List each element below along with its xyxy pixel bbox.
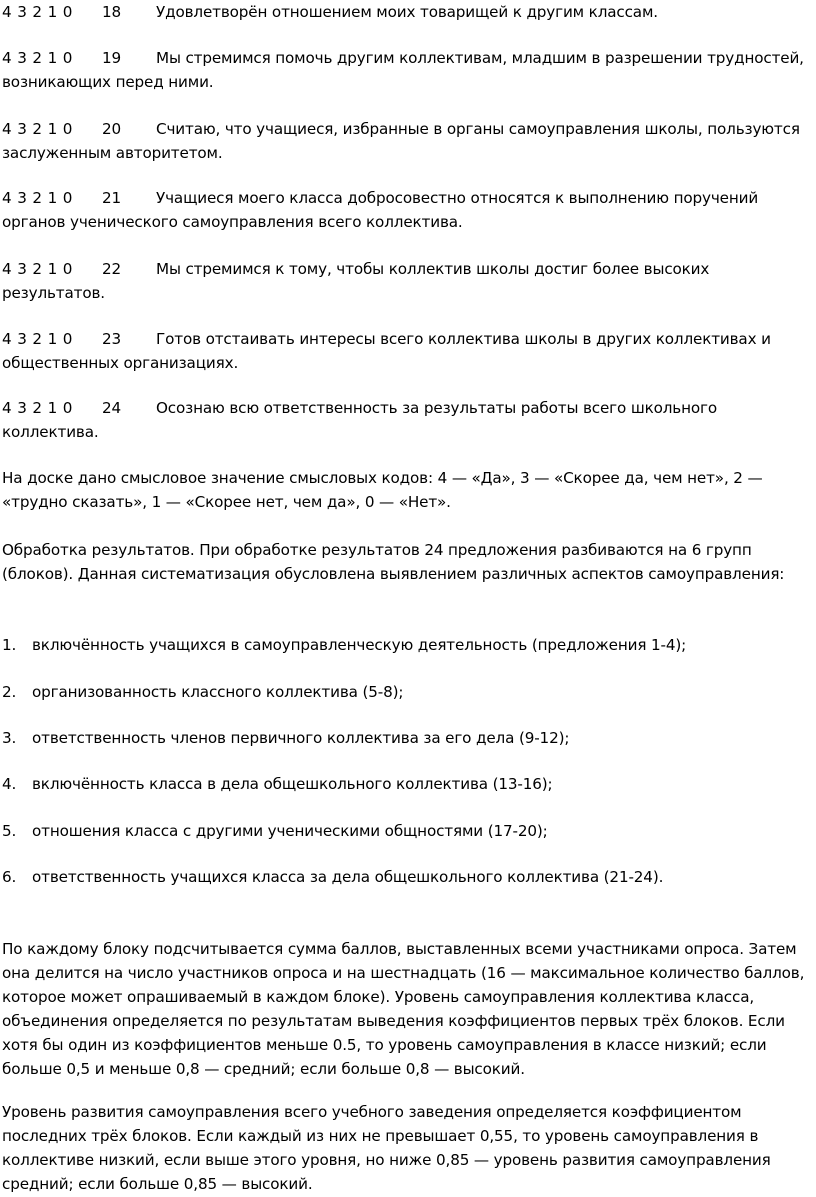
block-text: ответственность членов первичного коллектива за его дела (9-12); [32, 729, 570, 747]
list-marker: 1. [2, 636, 17, 654]
calculation-paragraph: По каждому блоку подсчитывается сумма баллов, выставленных всеми участниками опроса. Затем она делится на число участников опроса и на шестнадцать (16 — максимальное количество баллов, которое может опрашиваемый в каждом блоке). Уровень самоуправления коллектива класса, объединения определяется по результатам выведения коэффициентов первых трёх блоков. Если хотя бы один из коэффициентов меньше 0.5, то уровень самоуправления в классе низкий; если больше 0,5 и меньше 0,8 — средний; если больше 0,8 — высокий. [2, 940, 805, 1078]
rating-scale: 4 3 2 1 0 [2, 260, 73, 278]
processing-paragraph: Обработка результатов. При обработке результатов 24 предложения разбиваются на 6 групп (блоков). Данная систематизация обусловлена выявлением различных аспектов самоуправления: [2, 541, 785, 583]
questionnaire-item-21 [2, 186, 814, 234]
questionnaire-item-23 [2, 327, 814, 375]
item-text: Мы стремимся помочь другим коллективам, младшим в разрешении трудностей, возникающих перед ними. [2, 49, 804, 91]
rating-scale: 4 3 2 1 0 [2, 330, 73, 348]
rating-scale: 4 3 2 1 0 [2, 399, 73, 417]
item-number: 24 [102, 399, 122, 417]
list-marker: 6. [2, 868, 17, 886]
list-marker: 5. [2, 822, 17, 840]
item-number: 20 [102, 120, 122, 138]
block-text: включённость учащихся в самоуправленческую деятельность (предложения 1-4); [32, 636, 687, 654]
block-list-item [2, 680, 810, 704]
questionnaire-item-24 [2, 396, 814, 444]
list-marker: 3. [2, 729, 17, 747]
rating-scale: 4 3 2 1 0 [2, 189, 73, 207]
block-list-item [2, 819, 810, 843]
item-number: 21 [102, 189, 122, 207]
school-level-paragraph: Уровень развития самоуправления всего учебного заведения определяется коэффициентом последних трёх блоков. Если каждый из них не превышает 0,55, то уровень самоуправления в коллективе низкий, если выше этого уровня, но ниже 0,85 — уровень развития самоуправления средний; если больше 0,85 — высокий. [2, 1103, 771, 1193]
item-text: Удовлетворён отношением моих товарищей к другим классам. [156, 3, 658, 21]
item-text: Мы стремимся к тому, чтобы коллектив школы достиг более высоких результатов. [2, 260, 710, 302]
block-list-item [2, 772, 810, 796]
item-text: Считаю, что учащиеся, избранные в органы самоуправления школы, пользуются заслуженным авторитетом. [2, 120, 800, 162]
item-number: 23 [102, 330, 122, 348]
questionnaire-item-18 [2, 0, 814, 24]
rating-scale: 4 3 2 1 0 [2, 49, 73, 67]
item-text: Готов отстаивать интересы всего коллектива школы в других коллективах и общественных организациях. [2, 330, 771, 372]
block-text: отношения класса с другими ученическими общностями (17-20); [32, 822, 548, 840]
block-text: ответственность учащихся класса за дела общешкольного коллектива (21-24). [32, 868, 664, 886]
codes-paragraph: На доске дано смысловое значение смысловых кодов: 4 — «Да», 3 — «Скорее да, чем нет», 2 — «трудно сказать», 1 — «Скорее нет, чем да», 0 — «Нет». [2, 469, 763, 511]
block-text: организованность классного коллектива (5-8); [32, 683, 404, 701]
list-marker: 4. [2, 775, 17, 793]
item-text: Учащиеся моего класса добросовестно относятся к выполнению поручений органов ученического самоуправления всего коллектива. [2, 189, 759, 231]
item-number: 18 [102, 3, 122, 21]
block-text: включённость класса в дела общешкольного коллектива (13-16); [32, 775, 553, 793]
rating-scale: 4 3 2 1 0 [2, 120, 73, 138]
block-list-item [2, 865, 810, 889]
list-marker: 2. [2, 683, 17, 701]
item-number: 22 [102, 260, 122, 278]
questionnaire-item-22 [2, 257, 814, 305]
questionnaire-item-20 [2, 117, 814, 165]
item-number: 19 [102, 49, 122, 67]
item-text: Осознаю всю ответственность за результаты работы всего школьного коллектива. [2, 399, 717, 441]
block-list-item [2, 726, 810, 750]
block-list-item [2, 633, 810, 657]
rating-scale: 4 3 2 1 0 [2, 3, 73, 21]
questionnaire-item-19 [2, 46, 814, 94]
